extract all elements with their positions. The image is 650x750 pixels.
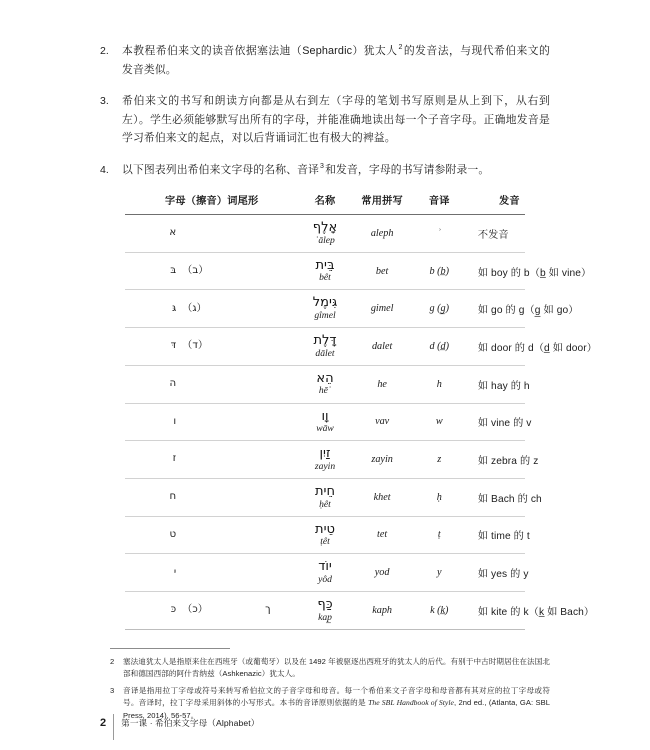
cell-transliteration: ṭ [411,516,468,554]
cell-final-form [239,215,296,253]
cell-hebrew-letter: ח [125,478,182,516]
table-row [125,478,525,516]
table-row [125,554,525,592]
cell-fricative-form [182,403,239,441]
cell-pronunciation: 如 zebra 的 z [468,441,525,479]
table-body [125,215,598,630]
letter-name-hebrew: טֵית [315,521,335,537]
footnote-citation-title: The SBL Handbook of Style [368,698,454,708]
cell-final-form [239,290,296,328]
cell-letter-name [296,478,353,516]
cell-pronunciation: 如 vine 的 v [468,403,525,441]
cell-letter-name [296,554,353,592]
table-row [125,441,525,479]
cell-letter-name [296,516,353,554]
cell-fricative-form [182,215,239,253]
footer-divider [113,714,114,740]
footer-chapter-title: 第一课 · 希伯来文字母（Alphabet） [121,718,260,728]
letter-name-hebrew: אָלֶף [312,220,338,235]
footnote-item [110,656,550,681]
cell-letter-name [296,441,353,479]
letter-name-hebrew: דָּלֶת [313,333,337,349]
letter-name-hebrew: וָו [321,408,329,424]
letter-name-transliterated: ḥêt [319,498,331,510]
cell-fricative-form [182,554,239,592]
table-row [125,252,525,290]
cell-hebrew-letter: ז [125,441,182,479]
cell-common-spelling: yod [354,554,411,592]
cell-final-form [239,365,296,403]
cell-letter-name [296,592,353,630]
cell-final-form [239,441,296,479]
cell-hebrew-letter: ה [125,365,182,403]
cell-pronunciation: 如 time 的 t [468,516,525,554]
cell-hebrew-letter: ו [125,403,182,441]
cell-transliteration: ʾ [411,215,468,253]
cell-letter-name [296,252,353,290]
table-row [125,290,525,328]
paragraph-text: 希伯来文的书写和朗读方向都是从右到左（字母的笔划书写原则是从上到下，从右到左）。学生必须能够默写出所有的字母，并能准确地读出每一个子音字母。正确地发音是学习希伯来文的起点，对以后背诵词汇也有极大的裨益。 [122,95,550,144]
paragraph-text-before: 本教程希伯来文的读音依据塞法迪（Sephardic）犹太人 [122,45,398,57]
table-row [125,516,525,554]
cell-transliteration: ḥ [411,478,468,516]
letter-name-transliterated: dālet [315,347,335,359]
table-row [125,592,525,630]
letter-name-hebrew: גִּימֶל [312,295,338,311]
paragraph-item [100,42,550,79]
footnote-reference[interactable]: 2 [398,44,403,52]
cell-final-form [239,403,296,441]
table-row [125,328,525,366]
cell-pronunciation: 如 boy 的 b（b̲ 如 vine） [468,252,525,290]
cell-final-form [239,478,296,516]
paragraph-text-after: 和发音，字母的书写请参附录一。 [325,163,490,176]
paragraph-list [100,42,550,179]
cell-letter-name [296,365,353,403]
paragraph-text-before: 以下图表列出希伯来文字母的名称、音译 [122,163,320,176]
cell-hebrew-letter: גּ [125,290,182,328]
cell-fricative-form [182,478,239,516]
cell-final-form [239,328,296,366]
cell-pronunciation: 不发音 [468,215,525,253]
cell-common-spelling: zayin [354,441,411,479]
letter-name-transliterated: yôd [318,573,332,585]
cell-common-spelling: he [354,365,411,403]
paragraph-number: 4. [100,163,109,176]
footnote-text-part2: , 2nd ed., (Atlanta, GA: SBL Press, 2014), 56-57。 [123,698,550,720]
cell-hebrew-letter: בּ [125,252,182,290]
paragraph-number: 2. [100,45,109,57]
cell-common-spelling: tet [354,516,411,554]
cell-common-spelling: aleph [354,215,411,253]
cell-common-spelling: dalet [354,328,411,366]
table-head [125,192,525,215]
cell-common-spelling: bet [354,252,411,290]
paragraph-text [122,42,550,79]
cell-common-spelling: khet [354,478,411,516]
column-header-name: 名称 [296,192,353,215]
letter-name-hebrew: זַיִן [319,446,331,462]
letter-name-transliterated: gîmel [314,310,336,322]
letter-name-transliterated: bêt [319,272,331,284]
cell-hebrew-letter: ט [125,516,182,554]
letter-name-transliterated: kap̲ [318,611,332,623]
cell-fricative-form: （ב） [182,252,239,290]
cell-common-spelling: kaph [354,592,411,630]
paragraph-item [100,161,550,180]
cell-hebrew-letter: א [125,215,182,253]
letter-name-transliterated: ʾālep [315,234,335,246]
cell-transliteration: b (b̲) [411,252,468,290]
footnote-separator [110,648,230,649]
table-header-row [125,192,525,215]
hebrew-alphabet-table [125,192,598,630]
page-footer [100,710,259,736]
footnote-number: 3 [110,685,115,695]
column-header-pronunciation: 发音 [468,192,525,215]
cell-final-form [239,516,296,554]
cell-pronunciation: 如 yes 的 y [468,554,525,592]
cell-transliteration: h [411,365,468,403]
column-header-transliteration: 音译 [411,192,468,215]
footnote-reference[interactable]: 3 [320,162,325,170]
letter-name-hebrew: כַּף [317,597,333,613]
cell-pronunciation: 如 go 的 g（g̲ 如 go） [468,290,525,328]
column-header-letters: 字母（擦音）词尾形 [125,192,296,215]
cell-letter-name [296,290,353,328]
cell-hebrew-letter: דּ [125,328,182,366]
paragraph-item [100,92,550,148]
letter-name-transliterated: hēʾ [318,385,332,397]
letter-name-hebrew: יוֹד [318,559,332,575]
cell-fricative-form [182,441,239,479]
page-number: 2 [100,717,107,729]
letter-name-transliterated: zayin [314,460,336,472]
cell-fricative-form [182,365,239,403]
cell-transliteration: z [411,441,468,479]
cell-letter-name [296,215,353,253]
cell-final-form [239,554,296,592]
cell-fricative-form: （ג） [182,290,239,328]
cell-transliteration: d (d̲) [411,328,468,366]
cell-letter-name [296,403,353,441]
table-row [125,365,525,403]
cell-pronunciation: 如 Bach 的 ch [468,478,525,516]
cell-fricative-form: （ד） [182,328,239,366]
cell-fricative-form [182,516,239,554]
letter-name-hebrew: בֵּית [315,257,335,273]
cell-transliteration: w [411,403,468,441]
cell-final-form [239,252,296,290]
paragraph-text-after: 的发音法，与现代希伯来文的发音类似。 [122,45,551,76]
footnote-number: 2 [110,656,115,666]
cell-transliteration: y [411,554,468,592]
cell-pronunciation: 如 hay 的 h [468,365,525,403]
column-header-spelling: 常用拼写 [354,192,411,215]
cell-fricative-form: （כ） [182,592,239,630]
cell-hebrew-letter: י [125,554,182,592]
cell-final-form: ך [239,592,296,630]
letter-name-transliterated: wāw [316,423,334,435]
table-row [125,215,525,253]
cell-hebrew-letter: כּ [125,592,182,630]
paragraph-number: 3. [100,95,109,107]
paragraph-text [122,161,550,180]
cell-letter-name [296,328,353,366]
cell-common-spelling: gimel [354,290,411,328]
cell-transliteration: k (k̲) [411,592,468,630]
cell-pronunciation: 如 kite 的 k（k̲ 如 Bach） [468,592,525,630]
cell-transliteration: g (g̲) [411,290,468,328]
cell-pronunciation: 如 door 的 d（d̲ 如 door） [468,328,525,366]
cell-common-spelling: vav [354,403,411,441]
letter-name-transliterated: ṭêt [320,536,330,548]
footnote-text: 塞法迪犹太人是指原来住在西班牙（或葡萄牙）以及在 1492 年被驱逐出西班牙的犹太人的后代。有别于中古时期居住在法国北部和德国西部的阿什肯纳兹（Ashkenazic）犹太人。 [123,656,550,679]
footnote-text-part1: 音译是指用拉丁字母或符号来转写希伯拉文的子音字母和母音。每一个希伯来文子音字母和母音都有其对应的拉丁字母或符号。音译时，拉丁字母采用斜体的小写形式。本书的音译原则依据的是 [123,685,550,708]
letter-name-hebrew: חֵית [315,483,335,499]
table-row [125,403,525,441]
letter-name-hebrew: הֵא [316,370,334,386]
